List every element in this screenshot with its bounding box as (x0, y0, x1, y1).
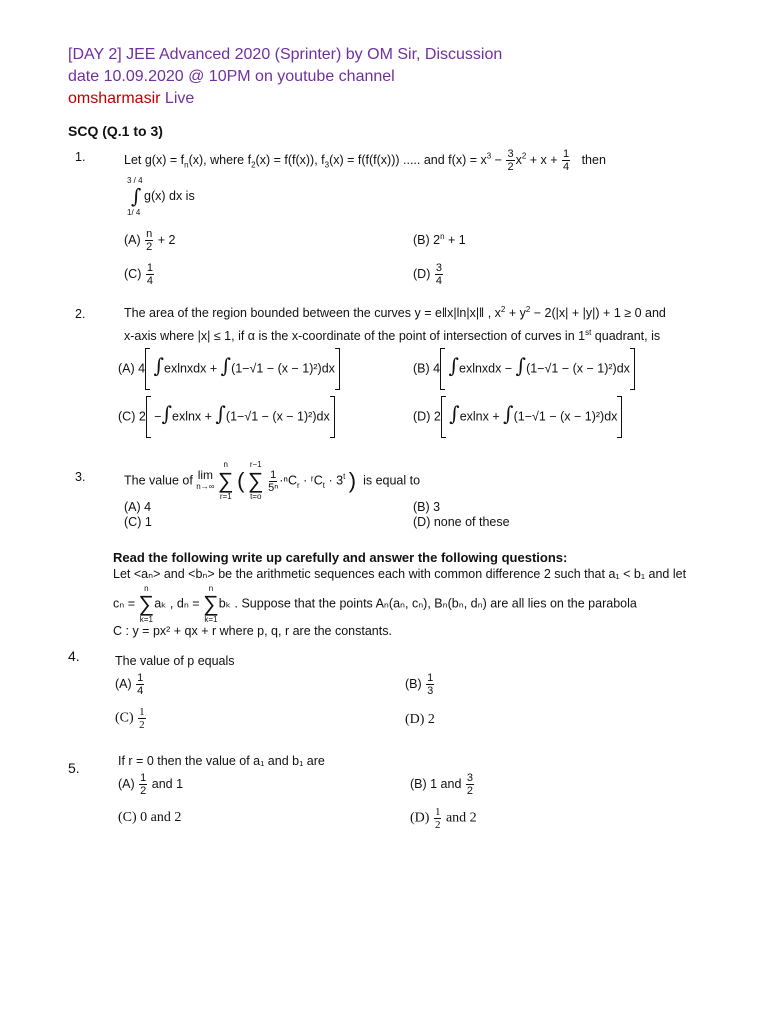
q1-option-d: (D) $\frac{3}{4}$ (413, 262, 442, 287)
q5-option-a: (A) $\frac{1}{2}$ and 1 (118, 772, 184, 797)
passage-heading: Read the following write up carefully and answer the following questions: (113, 550, 568, 565)
passage-line-3: C : y = px² + qx + r where p, q, r are the constants. (113, 624, 392, 638)
q3-number: 3. (75, 470, 86, 484)
header-line-3 (68, 88, 194, 110)
q4-text: The value of p equals (115, 654, 235, 668)
q5-option-b: (B) 1 and $\frac{3}{2}$ (410, 772, 474, 797)
q1-number: 1. (75, 150, 86, 164)
q2-option-b: (B) 4 ∫exlnxdx − ∫(1−√1 − (x − 1)²)dx (413, 348, 635, 390)
q5-option-c: (C) 0 and 2 (118, 810, 182, 825)
q2-line-2: x-axis where |x| ≤ 1, if α is the x-coordinate of the point of intersection of curves in 1st quadrant, is (124, 328, 661, 344)
q1-option-a: (A) $\frac{n}{2}$ + 2 (124, 228, 176, 253)
q3-text: The value of lim n→∞ n ∑ r=1 ( r−1 ∑ t=o $\frac{1}{\text{5ⁿ}}$ ·ⁿC$_r$ · ʳC$_t$ · $3^t$ ) is equal to (124, 460, 421, 501)
q1-int-upper: 3 / 4 (127, 176, 143, 185)
q2-option-a: (A) 4 ∫exlnxdx + ∫(1−√1 − (x − 1)²)dx (118, 348, 340, 390)
section-title: SCQ (Q.1 to 3) (68, 123, 163, 139)
q4-number: 4. (68, 648, 80, 664)
q2-option-d: (D) 2 ∫exlnx + ∫(1−√1 − (x − 1)²)dx (413, 396, 622, 438)
passage-line-2: cₙ = n ∑ k=1 aₖ , dₙ = n ∑ k=1 bₖ . Suppose that the points Aₙ(aₙ, cₙ), Bₙ(bₙ, dₙ) are all lies on the parabola (113, 584, 637, 624)
live-label: Live (160, 90, 195, 107)
q1-int-body: g(x) dx is (144, 189, 195, 203)
q3-option-b: (B) 3 (413, 500, 441, 514)
q1-int-lower: 1/ 4 (127, 208, 141, 217)
q2-number: 2. (75, 307, 86, 321)
header-line-2: date 10.09.2020 @ 10PM on youtube channel (68, 68, 395, 85)
q2-line-1: The area of the region bounded between the curves y = e‖x|ln|x|‖ , $x^2 + y^2 - 2(|x| + |y|) + 1 \ge 0$ and (124, 305, 666, 321)
header-line-1: [DAY 2] JEE Advanced 2020 (Sprinter) by OM Sir, Discussion (68, 46, 503, 63)
passage-line-1: Let <aₙ> and <bₙ> be the arithmetic sequences each with common difference 2 such that a₁ < b₁ and let (113, 567, 687, 581)
channel-name: omsharmasir (68, 90, 161, 107)
q1-text: Let $g(x) = f_n(x)$, where $f_2(x) = f(f(x))$, $f_3(x) = f(f(f(x)))$ ..... and $f(x) = x^3$ − $\frac{3}{2}$ $x^2 + x$ + $\frac{1}{4}$ then (124, 148, 606, 173)
q1-option-c: (C) $\frac{1}{4}$ (124, 262, 153, 287)
q5-option-d: (D) $\frac{1}{2}$ and 2 (410, 806, 477, 831)
q2-option-c: (C) 2 −∫exlnx + ∫(1−√1 − (x − 1)²)dx (118, 396, 335, 438)
q4-option-c: (C) $\frac{1}{2}$ (115, 706, 145, 731)
q5-number: 5. (68, 760, 80, 776)
q4-option-d: (D) 2 (405, 712, 435, 727)
q5-text: If r = 0 then the value of a₁ and b₁ are (118, 754, 325, 768)
q3-option-c: (C) 1 (124, 515, 152, 529)
q3-option-d: (D) none of these (413, 515, 510, 529)
integral-icon: ∫ (131, 184, 142, 208)
q4-option-b: (B) $\frac{1}{3}$ (405, 672, 434, 697)
q4-option-a: (A) $\frac{1}{4}$ (115, 672, 144, 697)
q3-option-a: (A) 4 (124, 500, 152, 514)
q1-option-b: (B) $2^n + 1$ (413, 232, 466, 248)
